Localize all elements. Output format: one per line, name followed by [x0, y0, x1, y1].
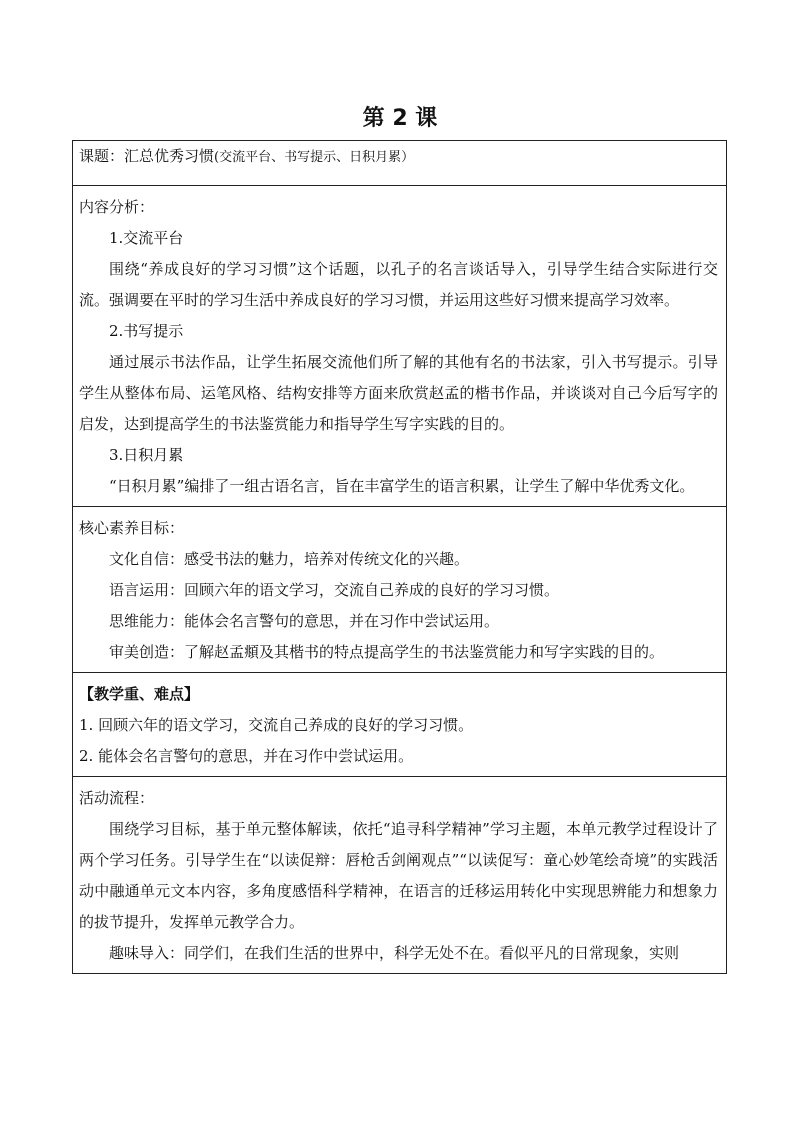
topic-main: 汇总优秀习惯 [124, 147, 215, 165]
key-point-item: 2. 能体会名言警句的意思，并在习作中尝试运用。 [79, 747, 414, 765]
competency-heading: 核心素养目标： [79, 519, 185, 537]
competency-cell [73, 507, 727, 673]
lesson-plan-table [72, 140, 727, 974]
key-points-heading: 【教学重、难点】 [79, 685, 200, 703]
activity-paragraph: 围绕学习目标，基于单元整体解读，依托“追寻科学精神”学习主题，本单元教学过程设计了两个学习任务。引导学生在“以读促辩：唇枪舌剑阐观点”“以读促写：童心妙笔绘奇境”的实践活动中融通单元文本内容，多角度感悟科学精神，在语言的迁移运用转化中实现思辨能力和想象力的拔节提升，发挥单元教学合力。 [79, 820, 718, 931]
key-point-item: 1. 回顾六年的语文学习，交流自己养成的良好的学习习惯。 [79, 716, 474, 734]
analysis-text-3: “日积月累”编排了一组古语名言，旨在丰富学生的语言积累，让学生了解中华优秀文化。 [109, 477, 695, 495]
activity-paragraph: 趣味导入：同学们，在我们生活的世界中，科学无处不在。看似平凡的日常现象，实则 [109, 944, 680, 962]
competency-item: 思维能力：能体会名言警句的意思，并在习作中尝试运用。 [109, 612, 500, 630]
topic-detail: (交流平台、书写提示、日积月累） [214, 150, 415, 165]
analysis-text-2: 通过展示书法作品，让学生拓展交流他们所了解的其他有名的书法家，引入书写提示。引导学生从整体布局、运笔风格、结构安排等方面来欣赏赵孟的楷书作品，并谈谈对自己今后写字的启发，达到提高学生的书法鉴赏能力和指导学生写字实践的目的。 [79, 353, 718, 433]
key-points-row [73, 673, 727, 777]
topic-row [73, 141, 727, 186]
topic-cell [73, 141, 727, 186]
topic-label: 课题： [79, 147, 125, 165]
activity-cell [73, 777, 727, 974]
competency-item: 语言运用：回顾六年的语文学习，交流自己养成的良好的学习习惯。 [109, 581, 560, 599]
competency-item: 审美创造：了解赵孟頫及其楷书的特点提高学生的书法鉴赏能力和写字实践的目的。 [109, 643, 665, 661]
analysis-heading: 内容分析： [79, 198, 155, 216]
key-points-cell [73, 673, 727, 777]
analysis-subtitle-2: 2.书写提示 [109, 322, 184, 340]
analysis-subtitle-1: 1.交流平台 [109, 229, 184, 247]
competency-row [73, 507, 727, 673]
activity-row [73, 777, 727, 974]
analysis-subtitle-3: 3.日积月累 [109, 446, 184, 464]
competency-item: 文化自信：感受书法的魅力，培养对传统文化的兴趣。 [109, 550, 470, 568]
activity-heading: 活动流程： [79, 789, 155, 807]
analysis-cell [73, 186, 727, 507]
analysis-row [73, 186, 727, 507]
page-title: 第 2 课 [362, 106, 438, 131]
analysis-text-1: 围绕“养成良好的学习习惯”这个话题，以孔子的名言谈话导入，引导学生结合实际进行交流。强调要在平时的学习生活中养成良好的学习习惯，并运用这些好习惯来提高学习效率。 [79, 260, 718, 309]
